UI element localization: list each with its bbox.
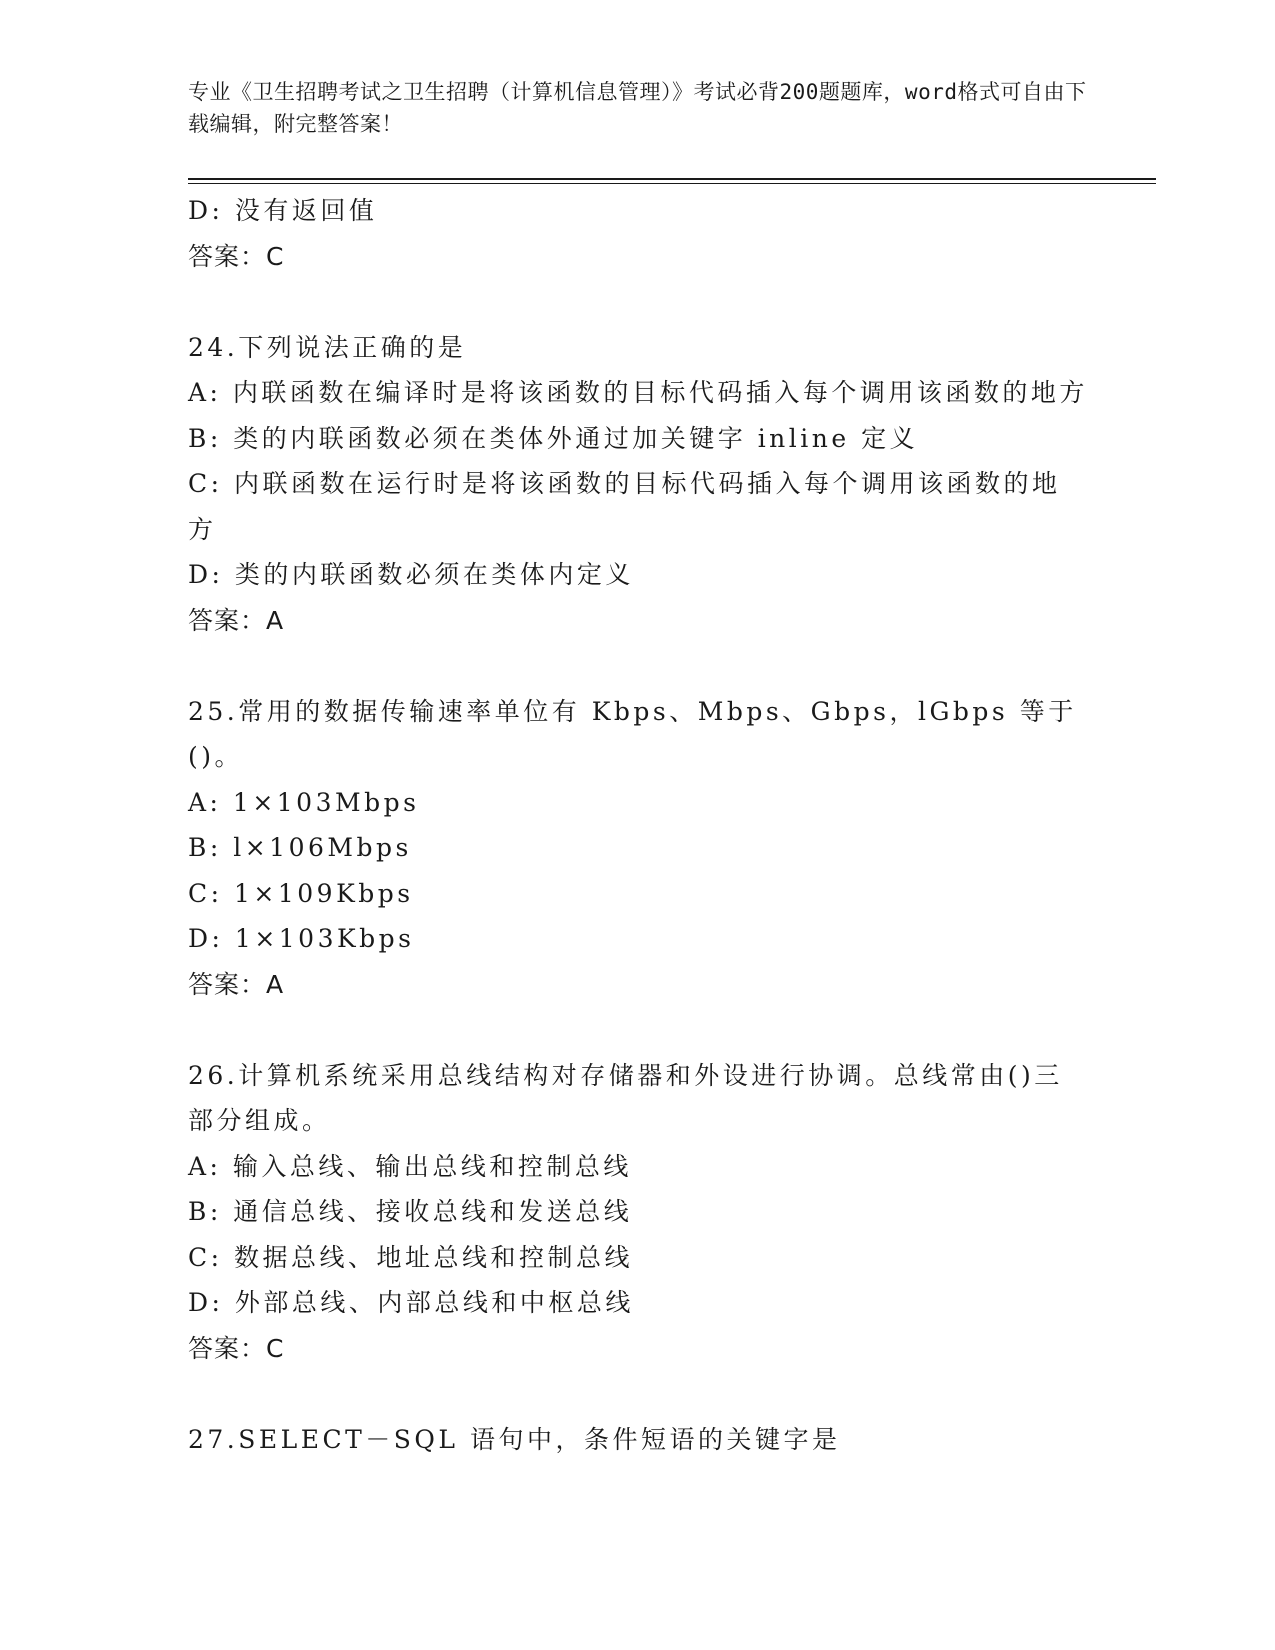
option-b: B: l×106Mbps [188,833,412,862]
option-d: D: 外部总线、内部总线和中枢总线 [188,1288,634,1317]
option-c: C: 1×109Kbps [188,878,414,908]
option-d: D: 没有返回值 [188,196,378,225]
answer: 答案：C [188,1333,285,1363]
question-stem: 26.计算机系统采用总线结构对存储器和外设进行协调。总线常由()三部分组成。 [188,1060,1063,1135]
option-c: C: 数据总线、地址总线和控制总线 [188,1242,633,1272]
spacer [188,643,1088,689]
question-24 [188,325,1088,644]
answer: 答案：C [188,241,285,271]
option-a: A: 内联函数在编译时是将该函数的目标代码插入每个调用该函数的地方 [188,378,1088,407]
question-stem: 27.SELECT－SQL 语句中，条件短语的关键字是 [188,1424,841,1454]
document-body [188,188,1088,1462]
question-27 [188,1417,1088,1463]
question-stem: 24.下列说法正确的是 [188,332,467,362]
answer: 答案：A [188,605,285,635]
page-header: 专业《卫生招聘考试之卫生招聘（计算机信息管理）》考试必背200题题库，word格式可自由下载编辑，附完整答案！ [188,80,1087,136]
option-c: C: 内联函数在运行时是将该函数的目标代码插入每个调用该函数的地方 [188,469,1061,544]
question-26 [188,1053,1088,1372]
header-divider-thin [188,183,1156,184]
spacer [188,1371,1088,1417]
option-b: B: 通信总线、接收总线和发送总线 [188,1197,633,1226]
question-25 [188,689,1088,1008]
option-d: D: 类的内联函数必须在类体内定义 [188,560,634,589]
option-d: D: 1×103Kbps [188,924,415,953]
option-a: A: 1×103Mbps [188,787,420,817]
question-stem: 25.常用的数据传输速率单位有 Kbps、Mbps、Gbps，lGbps 等于()。 [188,696,1077,771]
option-a: A: 输入总线、输出总线和控制总线 [188,1151,632,1181]
spacer [188,279,1088,325]
answer: 答案：A [188,969,285,999]
option-b: B: 类的内联函数必须在类体外通过加关键字 inline 定义 [188,423,919,453]
header-divider-thick [188,178,1156,180]
spacer [188,1007,1088,1053]
